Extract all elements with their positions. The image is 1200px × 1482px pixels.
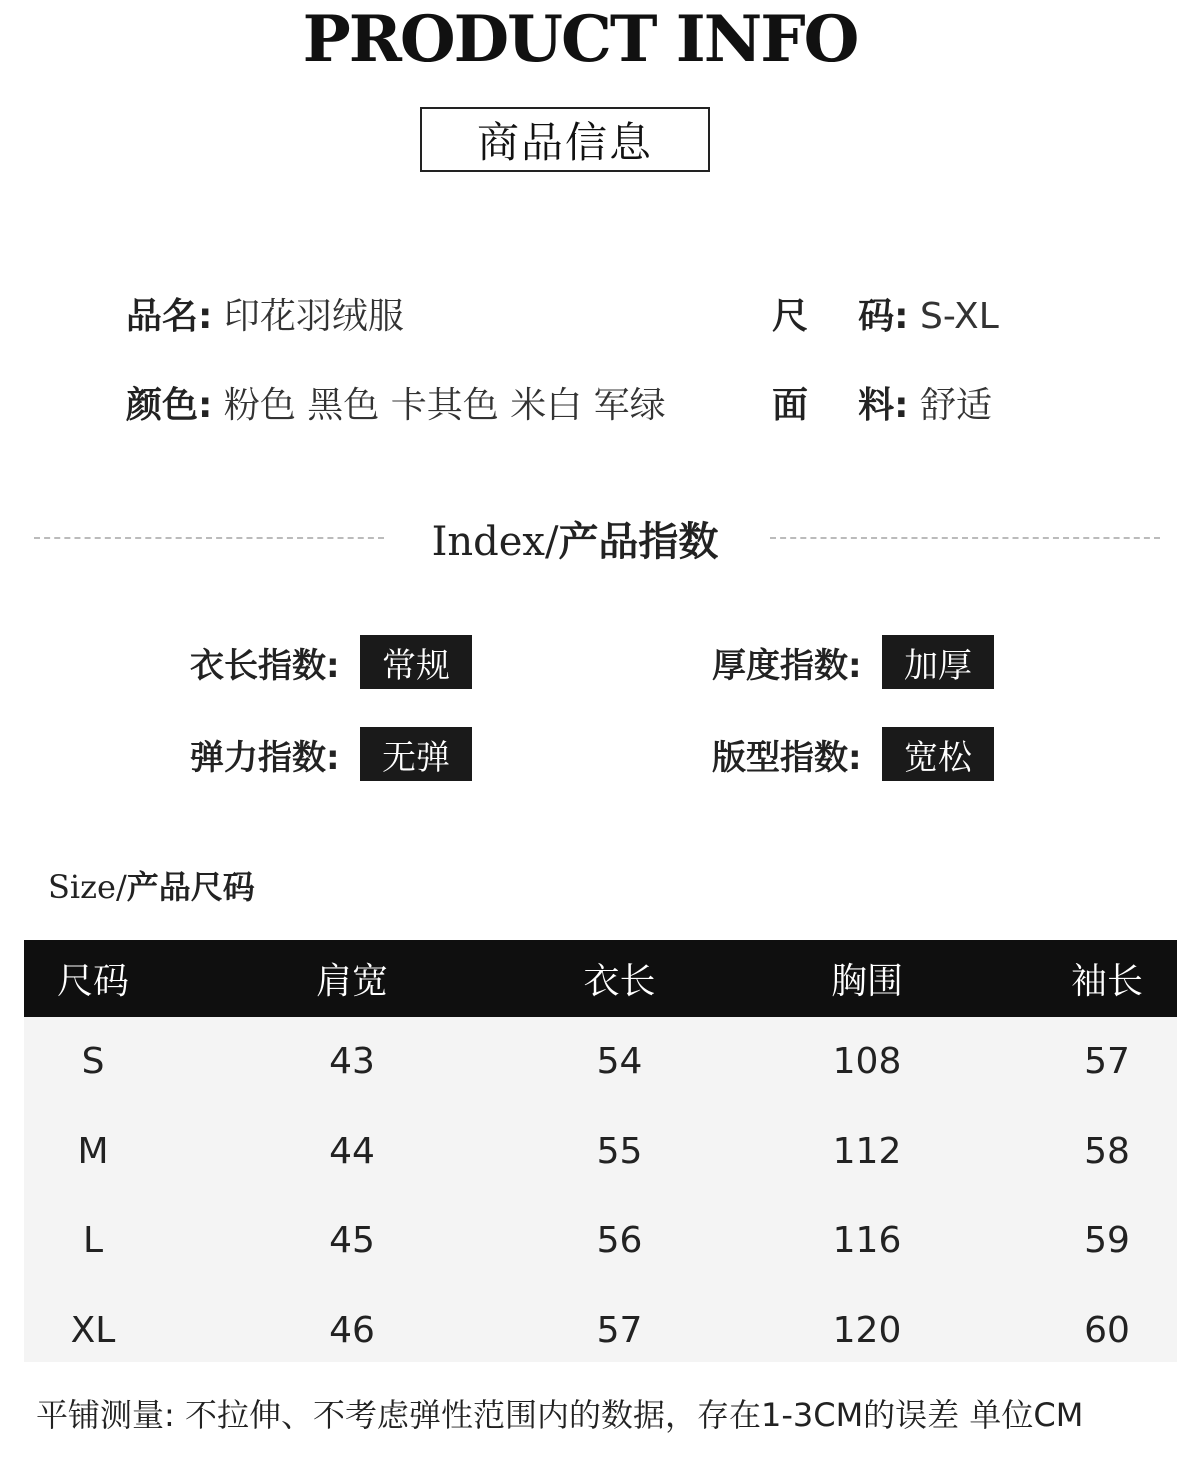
color-label: 颜色:	[126, 385, 213, 426]
table-cell: 116	[832, 1220, 902, 1262]
index-badge: 加厚	[882, 635, 994, 689]
header-cell: 尺码	[56, 961, 129, 1002]
header-cell: 衣长	[583, 961, 656, 1002]
index-badge: 宽松	[882, 727, 994, 781]
size-title-cn: 产品尺码	[126, 868, 255, 906]
page-subtitle: 商品信息	[420, 107, 710, 172]
table-row	[24, 1196, 1177, 1286]
divider-right	[770, 537, 1160, 539]
color-value: 粉色 黑色 卡其色 米白 军绿	[223, 385, 666, 426]
table-row	[24, 1286, 1177, 1376]
table-cell: 45	[329, 1220, 375, 1262]
size-table-header	[24, 940, 1177, 1017]
header-cell: 胸围	[830, 961, 903, 1002]
index-item-fit	[712, 727, 994, 781]
fabric-value: 舒适	[919, 385, 992, 426]
name-label: 品名:	[126, 296, 213, 337]
table-cell: 108	[832, 1041, 902, 1083]
table-cell: 120	[832, 1309, 902, 1351]
table-row	[24, 1017, 1177, 1107]
table-cell: L	[82, 1220, 104, 1262]
table-cell: 60	[1084, 1309, 1130, 1351]
table-cell: 58	[1084, 1130, 1130, 1172]
table-cell: 57	[1084, 1041, 1130, 1083]
header-cell: 肩宽	[315, 961, 388, 1002]
info-size	[772, 288, 999, 339]
index-label: 版型指数:	[712, 737, 862, 778]
header-cell: 袖长	[1070, 961, 1143, 1002]
table-cell: 54	[596, 1041, 643, 1083]
index-title-cn: 产品指数	[558, 519, 719, 565]
table-cell: 112	[832, 1130, 902, 1172]
divider-left	[34, 537, 384, 539]
table-cell: M	[77, 1130, 109, 1172]
table-cell: S	[81, 1041, 105, 1083]
index-section-title	[385, 510, 765, 567]
size-title-en: Size/	[48, 868, 127, 906]
size-label: 尺 码:	[772, 296, 909, 337]
info-color	[126, 377, 666, 428]
table-cell: 59	[1084, 1220, 1130, 1262]
info-name	[126, 288, 404, 339]
table-cell: XL	[70, 1309, 116, 1351]
name-value: 印花羽绒服	[223, 296, 404, 337]
index-item-elasticity	[190, 727, 472, 781]
table-cell: 57	[596, 1309, 643, 1351]
info-fabric	[772, 377, 992, 428]
index-label: 弹力指数:	[190, 737, 340, 778]
table-cell: 46	[329, 1309, 375, 1351]
index-item-thickness	[712, 635, 994, 689]
index-badge: 常规	[360, 635, 472, 689]
index-title-en: Index/	[431, 519, 559, 565]
page-title: PRODUCT INFO	[302, 2, 858, 77]
index-label: 厚度指数:	[712, 645, 862, 686]
size-table	[24, 940, 1177, 1362]
index-badge: 无弹	[360, 727, 472, 781]
index-item-length	[190, 635, 472, 689]
size-value: S-XL	[919, 296, 999, 337]
fabric-label: 面 料:	[772, 385, 909, 426]
measurement-note: 平铺测量: 不拉伸、不考虑弹性范围内的数据，存在1-3CM的误差 单位CM	[36, 1396, 1084, 1434]
size-table-body	[24, 1017, 1177, 1362]
table-cell: 56	[596, 1220, 643, 1262]
size-section-title	[48, 862, 255, 908]
index-label: 衣长指数:	[190, 645, 340, 686]
table-row	[24, 1107, 1177, 1197]
table-cell: 43	[329, 1041, 375, 1083]
table-cell: 55	[596, 1130, 643, 1172]
table-cell: 44	[329, 1130, 375, 1172]
